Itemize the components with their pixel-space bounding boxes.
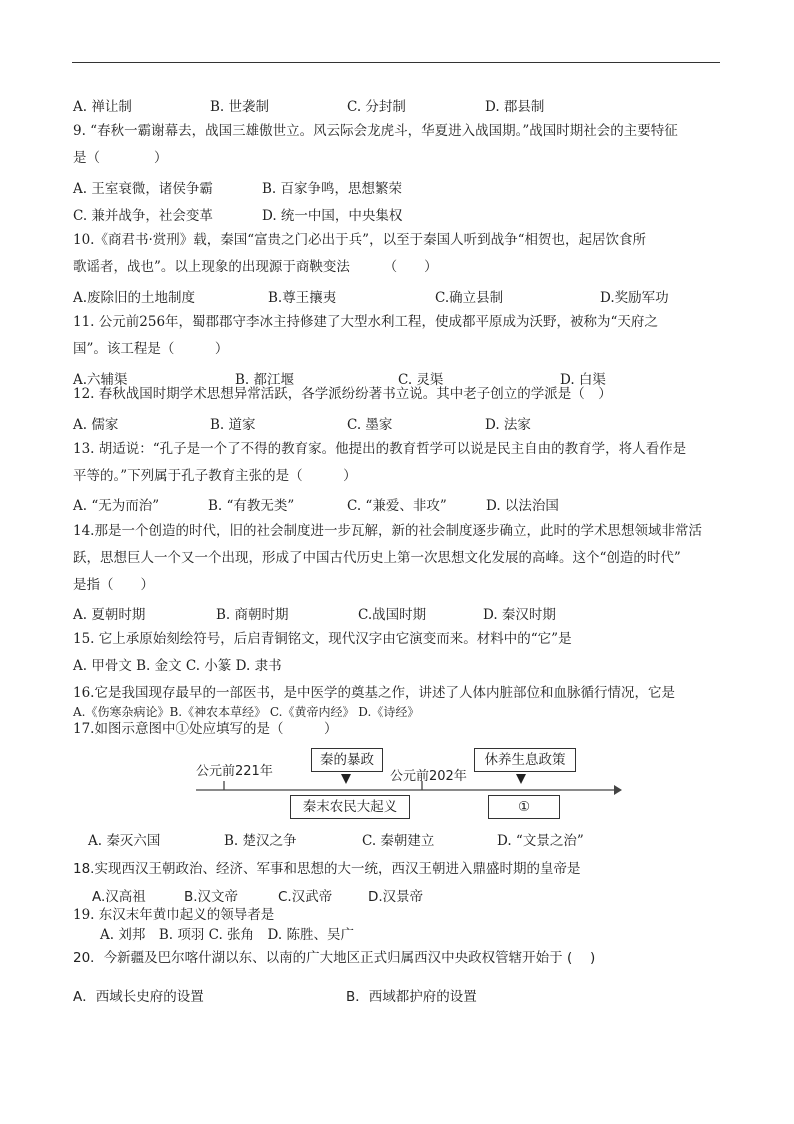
- q11-option-a: A.六辅渠: [73, 372, 128, 388]
- box-peasant-uprising: 秦末农民大起义: [290, 795, 410, 819]
- q17-option-a: A. 秦灭六国: [88, 833, 161, 849]
- box-qin-tyranny: 秦的暴政: [311, 748, 383, 772]
- q11-stem-line1: 11. 公元前256年，蜀郡郡守李冰主持修建了大型水利工程，使成都平原成为沃野，被称为“天府之: [73, 314, 658, 330]
- q11-option-b: B. 都江堰: [235, 372, 295, 388]
- q8-option-a: A. 禅让制: [73, 99, 132, 115]
- box-recuperation-policy: 休养生息政策: [474, 748, 576, 772]
- q20-stem: 20．今新疆及巴尔喀什湖以东、以南的广大地区正式归属西汉中央政权管辖开始于 ( ): [73, 950, 596, 966]
- q12-option-c: C. 墨家: [347, 417, 393, 433]
- q12-option-d: D. 法家: [485, 417, 531, 433]
- q12-option-b: B. 道家: [210, 417, 256, 433]
- timeline-label-202bc: 公元前202年: [390, 769, 467, 784]
- timeline-label-221bc: 公元前221年: [196, 764, 273, 779]
- q9-stem-line1: 9. “春秋一霸谢幕去，战国三雄傲世立。风云际会龙虎斗，华夏进入战国期。”战国时期社会的主要特征: [73, 123, 678, 139]
- q17-stem: 17.如图示意图中①处应填写的是（ ）: [73, 721, 338, 737]
- q20-option-a: A．西域长史府的设置: [73, 989, 204, 1005]
- q13-stem-line1: 13. 胡适说：“孔子是一个了不得的教育家。他提出的教育哲学可以说是民主自由的教育学，将人看作是: [73, 441, 687, 457]
- q10-stem-line1: 10.《商君书·赏刑》载，秦国“富贵之门必出于兵”，以至于秦国人听到战争“相贺也，起居饮食所: [73, 232, 646, 248]
- q10-stem-line2: 歌谣者，战也”。以上现象的出现源于商鞅变法 （ ）: [73, 259, 438, 275]
- q16-options: A.《伤寒杂病论》B.《神农本草经》 C.《黄帝内经》 D.《诗经》: [73, 705, 420, 719]
- q16-stem: 16.它是我国现存最早的一部医书，是中医学的奠基之作，讲述了人体内脏部位和血脉循行情况，它是: [73, 685, 675, 701]
- q18-option-d: D.汉景帝: [368, 889, 424, 905]
- q9-option-b: B. 百家争鸣，思想繁荣: [262, 181, 403, 197]
- q11-option-c: C. 灵渠: [398, 372, 444, 388]
- q10-option-c: C.确立县制: [435, 290, 504, 306]
- q14-option-a: A. 夏朝时期: [73, 607, 146, 623]
- timeline-diagram: [190, 744, 630, 824]
- q14-stem-line3: 是指（ ）: [73, 577, 154, 593]
- q11-stem-line2: 国”。该工程是（ ）: [73, 341, 229, 357]
- q9-option-a: A. 王室衰微，诸侯争霸: [73, 181, 213, 197]
- q18-option-a: A.汉高祖: [92, 889, 146, 905]
- q13-stem-line2: 平等的。”下列属于孔子教育主张的是（ ）: [73, 468, 357, 484]
- q11-option-d: D. 白渠: [560, 372, 606, 388]
- q13-option-a: A. “无为而治”: [73, 498, 160, 514]
- q8-option-b: B. 世袭制: [210, 99, 270, 115]
- q19-stem: 19. 东汉末年黄巾起义的领导者是: [73, 907, 275, 923]
- q14-stem-line2: 跃，思想巨人一个又一个出现，形成了中国古代历史上第一次思想文化发展的高峰。这个“创造的时代”: [73, 550, 681, 566]
- q8-option-d: D. 郡县制: [485, 99, 545, 115]
- q15-options: A. 甲骨文 B. 金文 C. 小篆 D. 隶书: [73, 658, 282, 674]
- q13-option-b: B. “有教无类”: [208, 498, 295, 514]
- q15-stem: 15. 它上承原始刻绘符号，后启青铜铭文，现代汉字由它演变而来。材料中的“它”是: [73, 631, 572, 647]
- q12-option-a: A. 儒家: [73, 417, 119, 433]
- q13-option-d: D. 以法治国: [486, 498, 559, 514]
- q12-stem: 12. 春秋战国时期学术思想异常活跃，各学派纷纷著书立说。其中老子创立的学派是（ ）: [73, 386, 612, 402]
- q19-options: A. 刘邦 B. 项羽 C. 张角 D. 陈胜、吴广: [100, 927, 354, 943]
- header-rule: [72, 62, 720, 63]
- q18-option-b: B.汉文帝: [184, 889, 239, 905]
- q14-option-c: C.战国时期: [358, 607, 427, 623]
- q8-option-c: C. 分封制: [347, 99, 406, 115]
- q20-option-b: B．西域都护府的设置: [346, 989, 477, 1005]
- q9-option-d: D. 统一中国，中央集权: [262, 208, 403, 224]
- q10-option-b: B.尊王攘夷: [268, 290, 337, 306]
- q14-option-b: B. 商朝时期: [216, 607, 289, 623]
- q18-stem: 18.实现西汉王朝政治、经济、军事和思想的大一统，西汉王朝进入鼎盛时期的皇帝是: [73, 861, 581, 877]
- q17-option-b: B. 楚汉之争: [224, 833, 297, 849]
- q10-option-d: D.奖励军功: [600, 290, 669, 306]
- q9-stem-line2: 是（ ）: [73, 150, 168, 166]
- q17-option-d: D. “文景之治”: [497, 833, 584, 849]
- q14-stem-line1: 14.那是一个创造的时代，旧的社会制度进一步瓦解，新的社会制度逐步确立，此时的学术思想领域非常活: [73, 523, 702, 539]
- q10-option-a: A.废除旧的土地制度: [73, 290, 196, 306]
- q14-option-d: D. 秦汉时期: [483, 607, 556, 623]
- q17-option-c: C. 秦朝建立: [362, 833, 435, 849]
- q13-option-c: C. “兼爱、非攻”: [347, 498, 447, 514]
- box-blank-1: ①: [488, 795, 560, 819]
- q18-option-c: C.汉武帝: [278, 889, 333, 905]
- q9-option-c: C. 兼并战争，社会变革: [73, 208, 213, 224]
